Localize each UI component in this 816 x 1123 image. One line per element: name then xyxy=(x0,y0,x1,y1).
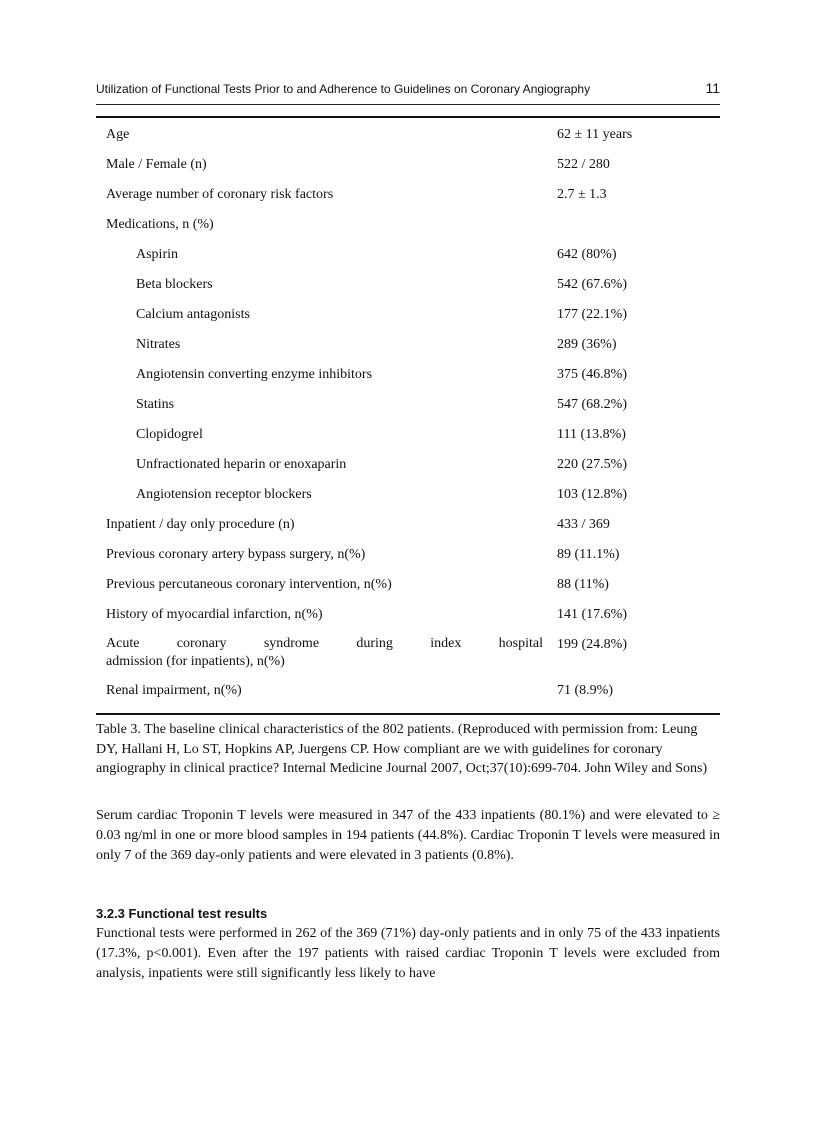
row-value: 177 (22.1%) xyxy=(557,307,627,322)
table-top-rule xyxy=(96,116,720,118)
row-label: Calcium antagonists xyxy=(136,307,250,322)
row-value: 542 (67.6%) xyxy=(557,277,627,292)
table-row xyxy=(96,389,720,419)
row-label: Aspirin xyxy=(136,247,178,262)
table-row xyxy=(96,209,720,239)
row-value: 547 (68.2%) xyxy=(557,397,627,412)
row-value: 111 (13.8%) xyxy=(557,427,626,442)
row-value xyxy=(543,209,720,239)
table-row xyxy=(96,449,720,479)
table-row xyxy=(96,419,720,449)
row-label: Medications, n (%) xyxy=(106,217,214,232)
row-value: 199 (24.8%) xyxy=(557,637,627,652)
table-bottom-rule xyxy=(96,713,720,715)
row-label: Angiotensin converting enzyme inhibitors xyxy=(136,367,373,382)
row-label: Inpatient / day only procedure (n) xyxy=(106,517,295,532)
table-row xyxy=(96,269,720,299)
row-label: Renal impairment, n(%) xyxy=(106,683,242,698)
running-title: Utilization of Functional Tests Prior to and Adherence to Guidelines on Coronary Angiography xyxy=(96,82,591,96)
section-heading: 3.2.3 Functional test results xyxy=(96,906,268,921)
row-value: 141 (17.6%) xyxy=(557,607,627,622)
table-row xyxy=(96,359,720,389)
table-row xyxy=(96,629,720,675)
table-row xyxy=(96,675,720,705)
row-value: 433 / 369 xyxy=(557,517,610,532)
row-label: Angiotension receptor blockers xyxy=(136,487,312,502)
row-label: History of myocardial infarction, n(%) xyxy=(106,607,323,622)
row-label: Clopidogrel xyxy=(136,427,203,442)
row-value: 375 (46.8%) xyxy=(557,367,627,382)
body-paragraph: Serum cardiac Troponin T levels were measured in 347 of the 433 inpatients (80.1%) and were elevated to ≥ 0.03 ng/ml in one or more blood samples in 194 patients (44.8%). Cardiac Troponin T levels were measured in only 7 of the 369 day-only patients and were elevated in 3 patients (0.8%). xyxy=(96,808,720,863)
table-caption: Table 3. The baseline clinical characteristics of the 802 patients. (Reproduced with permission from: Leung DY, Hallani H, Lo ST, Hopkins AP, Juergens CP. How compliant are we with guidelines for coronary angiography in clinical practice? Internal Medicine Journal 2007, Oct;37(10):699-704. John Wiley and Sons) xyxy=(96,722,708,776)
row-value: 103 (12.8%) xyxy=(557,487,627,502)
page-number: 11 xyxy=(705,80,720,96)
table-row xyxy=(96,569,720,599)
row-value: 2.7 ± 1.3 xyxy=(557,187,607,202)
baseline-characteristics-table xyxy=(96,119,720,705)
running-header xyxy=(96,80,720,105)
row-label xyxy=(96,629,543,675)
table-row xyxy=(96,239,720,269)
row-label: Previous coronary artery bypass surgery, n(%) xyxy=(106,547,366,562)
row-label-line1: Acute coronary syndrome during index hospital xyxy=(106,636,543,651)
row-label: Nitrates xyxy=(136,337,181,352)
table-row xyxy=(96,299,720,329)
row-value: 522 / 280 xyxy=(557,157,610,172)
row-label: Statins xyxy=(136,397,175,412)
table-row xyxy=(96,539,720,569)
row-label: Age xyxy=(106,127,130,142)
row-label: Male / Female (n) xyxy=(106,157,207,172)
row-label: Previous percutaneous coronary intervention, n(%) xyxy=(106,577,392,592)
row-value: 71 (8.9%) xyxy=(557,683,613,698)
table-row xyxy=(96,149,720,179)
table-row xyxy=(96,599,720,629)
row-label-line2: admission (for inpatients), n(%) xyxy=(106,654,285,669)
body-paragraph: Functional tests were performed in 262 of the 369 (71%) day-only patients and in only 75 of the 433 inpatients (17.3%, p<0.001). Even after the 197 patients with raised cardiac Troponin T levels were excluded from analysis, inpatients were still significantly less likely to have xyxy=(96,926,720,981)
table-row xyxy=(96,509,720,539)
row-value: 88 (11%) xyxy=(557,577,609,592)
table-row xyxy=(96,329,720,359)
table-row xyxy=(96,179,720,209)
row-value: 289 (36%) xyxy=(557,337,617,352)
row-label: Average number of coronary risk factors xyxy=(106,187,334,202)
table-row xyxy=(96,119,720,149)
row-value: 642 (80%) xyxy=(557,247,617,262)
row-value: 220 (27.5%) xyxy=(557,457,627,472)
row-label: Beta blockers xyxy=(136,277,213,292)
row-value: 89 (11.1%) xyxy=(557,547,620,562)
row-value: 62 ± 11 years xyxy=(557,127,633,142)
table-row xyxy=(96,479,720,509)
row-label: Unfractionated heparin or enoxaparin xyxy=(136,457,347,472)
